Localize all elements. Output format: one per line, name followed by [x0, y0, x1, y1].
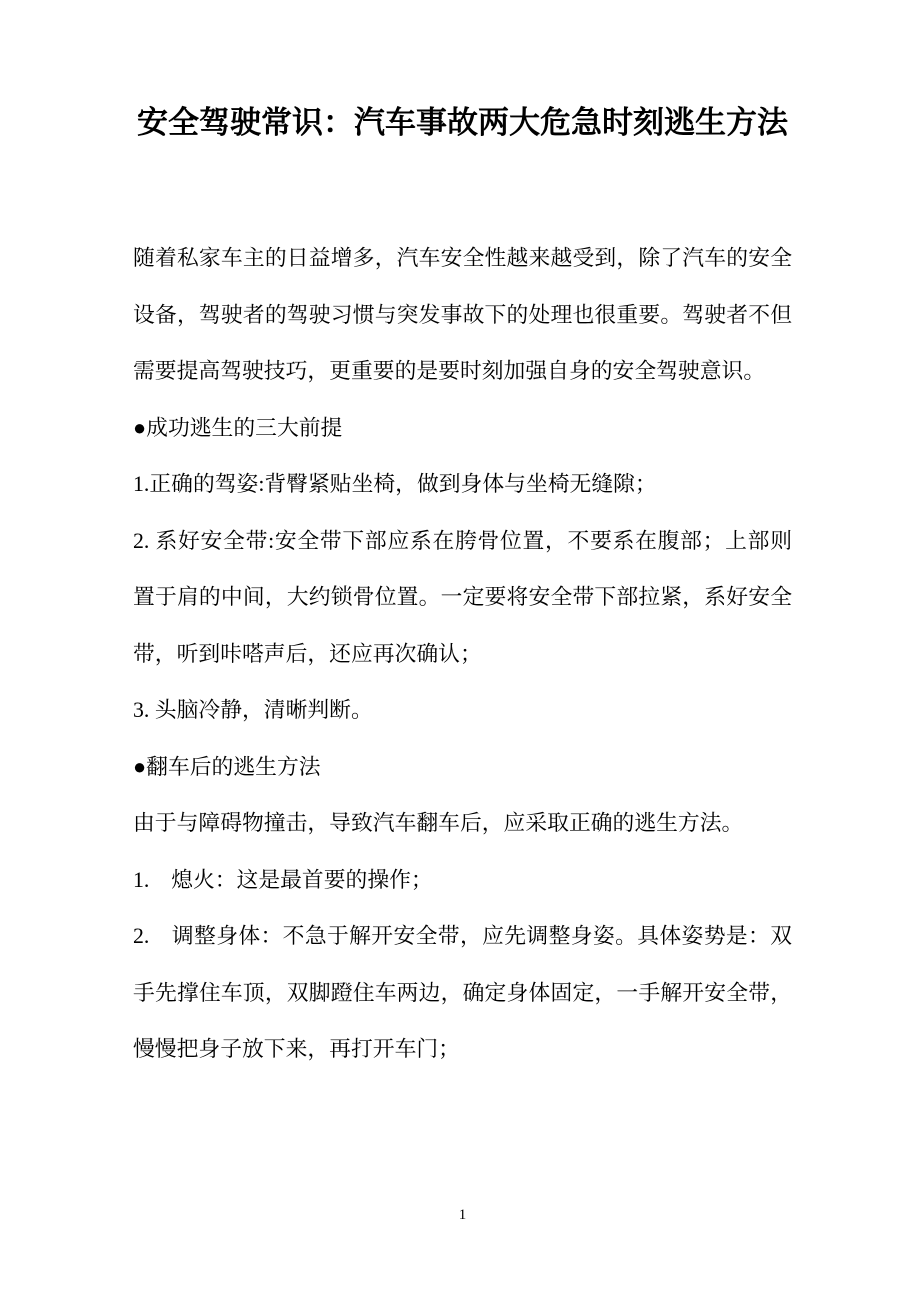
- list-item-adjust-body: 2. 调整身体：不急于解开安全带，应先调整身姿。具体姿势是：双手先撑住车顶，双脚蹬住车两边，确定身体固定，一手解开安全带，慢慢把身子放下来，再打开车门；: [133, 924, 792, 1061]
- intro-paragraph: 随着私家车主的日益增多，汽车安全性越来越受到，除了汽车的安全设备，驾驶者的驾驶习惯与突发事故下的处理也很重要。驾驶者不但需要提高驾驶技巧，更重要的是要时刻加强自身的安全驾驶意识。: [133, 246, 792, 383]
- page-number: 1: [458, 1207, 467, 1223]
- list-item-stay-calm: 3. 头脑冷静，清晰判断。: [133, 698, 373, 722]
- rollover-intro-paragraph: 由于与障碍物撞击，导致汽车翻车后，应采取正确的逃生方法。: [133, 811, 744, 835]
- list-item-engine-off: 1. 熄火：这是最首要的操作；: [133, 867, 433, 892]
- document-body: [133, 230, 792, 1078]
- document-title: 安全驾驶常识：汽车事故两大危急时刻逃生方法: [137, 105, 788, 140]
- section-heading-rollover-escape: ●翻车后的逃生方法: [133, 754, 321, 779]
- section-heading-escape-premises: ●成功逃生的三大前提: [133, 415, 343, 440]
- list-item-driving-posture: 1.正确的驾姿:背臀紧贴坐椅，做到身体与坐椅无缝隙；: [133, 472, 657, 496]
- list-item-seatbelt: 2. 系好安全带:安全带下部应系在胯骨位置，不要系在腹部；上部则置于肩的中间，大约锁骨位置。一定要将安全带下部拉紧，系好安全带，听到咔嗒声后，还应再次确认；: [133, 528, 792, 666]
